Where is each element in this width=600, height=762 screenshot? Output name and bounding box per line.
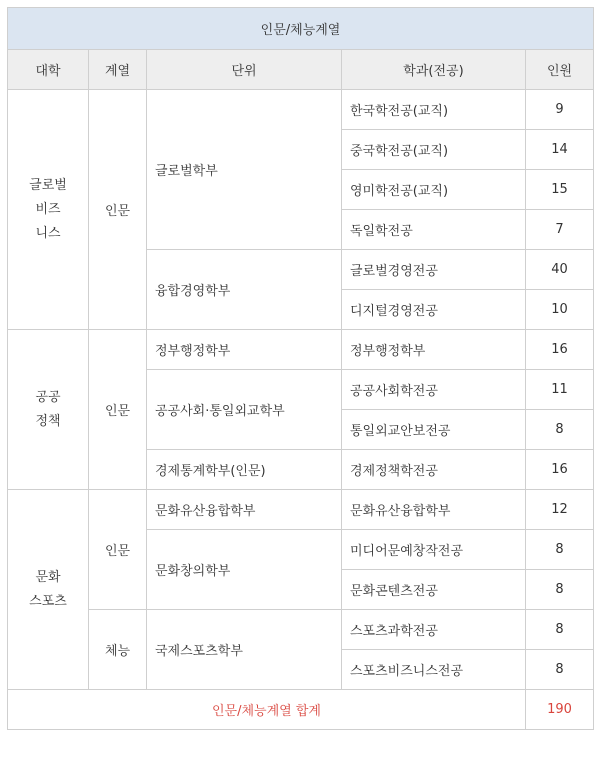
- table-row: [8, 490, 594, 530]
- college-public-policy: [8, 330, 89, 490]
- college-name-line: 비즈: [35, 201, 61, 217]
- count-cell: 12: [526, 490, 594, 530]
- track-cell: 인문: [89, 490, 147, 610]
- dept-cell: 공공사회학전공: [342, 370, 526, 410]
- count-cell: 9: [526, 90, 594, 130]
- dept-cell: 경제정책학전공: [342, 450, 526, 490]
- header-unit: 단위: [147, 50, 342, 90]
- count-cell: 8: [526, 570, 594, 610]
- track-cell: 인문: [89, 330, 147, 490]
- track-cell: 체능: [89, 610, 147, 690]
- count-cell: 40: [526, 250, 594, 290]
- total-value: 190: [526, 690, 594, 730]
- count-cell: 10: [526, 290, 594, 330]
- table-title: 인문/체능계열: [8, 8, 594, 50]
- dept-cell: 스포츠비즈니스전공: [342, 650, 526, 690]
- dept-cell: 문화유산융합학부: [342, 490, 526, 530]
- dept-cell: 미디어문예창작전공: [342, 530, 526, 570]
- dept-cell: 독일학전공: [342, 210, 526, 250]
- unit-cell: 경제통계학부(인문): [147, 450, 342, 490]
- dept-cell: 스포츠과학전공: [342, 610, 526, 650]
- dept-cell: 문화콘텐츠전공: [342, 570, 526, 610]
- dept-cell: 한국학전공(교직): [342, 90, 526, 130]
- header-college: 대학: [8, 50, 89, 90]
- college-name-line: 공공: [35, 389, 61, 405]
- dept-cell: 영미학전공(교직): [342, 170, 526, 210]
- college-name-line: 문화: [35, 569, 61, 585]
- college-name-line: 스포츠: [29, 593, 67, 609]
- count-cell: 8: [526, 530, 594, 570]
- table-row: [8, 330, 594, 370]
- dept-cell: 통일외교안보전공: [342, 410, 526, 450]
- unit-cell: 문화유산융합학부: [147, 490, 342, 530]
- count-cell: 8: [526, 610, 594, 650]
- college-name-line: 정책: [35, 413, 61, 429]
- count-cell: 15: [526, 170, 594, 210]
- unit-cell: 융합경영학부: [147, 250, 342, 330]
- dept-cell: 정부행정학부: [342, 330, 526, 370]
- table-row: [8, 90, 594, 130]
- total-label: 인문/체능계열 합계: [8, 690, 526, 730]
- count-cell: 14: [526, 130, 594, 170]
- count-cell: 16: [526, 330, 594, 370]
- dept-cell: 디지털경영전공: [342, 290, 526, 330]
- unit-cell: 공공사회·통일외교학부: [147, 370, 342, 450]
- dept-cell: 중국학전공(교직): [342, 130, 526, 170]
- header-dept: 학과(전공): [342, 50, 526, 90]
- college-name-line: 니스: [35, 225, 61, 241]
- unit-cell: 문화창의학부: [147, 530, 342, 610]
- college-global-business: [8, 90, 89, 330]
- college-culture-sports: [8, 490, 89, 690]
- admissions-table: [7, 7, 594, 730]
- count-cell: 8: [526, 410, 594, 450]
- table-row: [8, 610, 594, 650]
- header-track: 계열: [89, 50, 147, 90]
- unit-cell: 정부행정학부: [147, 330, 342, 370]
- count-cell: 8: [526, 650, 594, 690]
- header-count: 인원: [526, 50, 594, 90]
- track-cell: 인문: [89, 90, 147, 330]
- dept-cell: 글로벌경영전공: [342, 250, 526, 290]
- total-row: [8, 690, 594, 730]
- unit-cell: 글로벌학부: [147, 90, 342, 250]
- unit-cell: 국제스포츠학부: [147, 610, 342, 690]
- count-cell: 7: [526, 210, 594, 250]
- count-cell: 16: [526, 450, 594, 490]
- college-name-line: 글로벌: [29, 177, 67, 193]
- count-cell: 11: [526, 370, 594, 410]
